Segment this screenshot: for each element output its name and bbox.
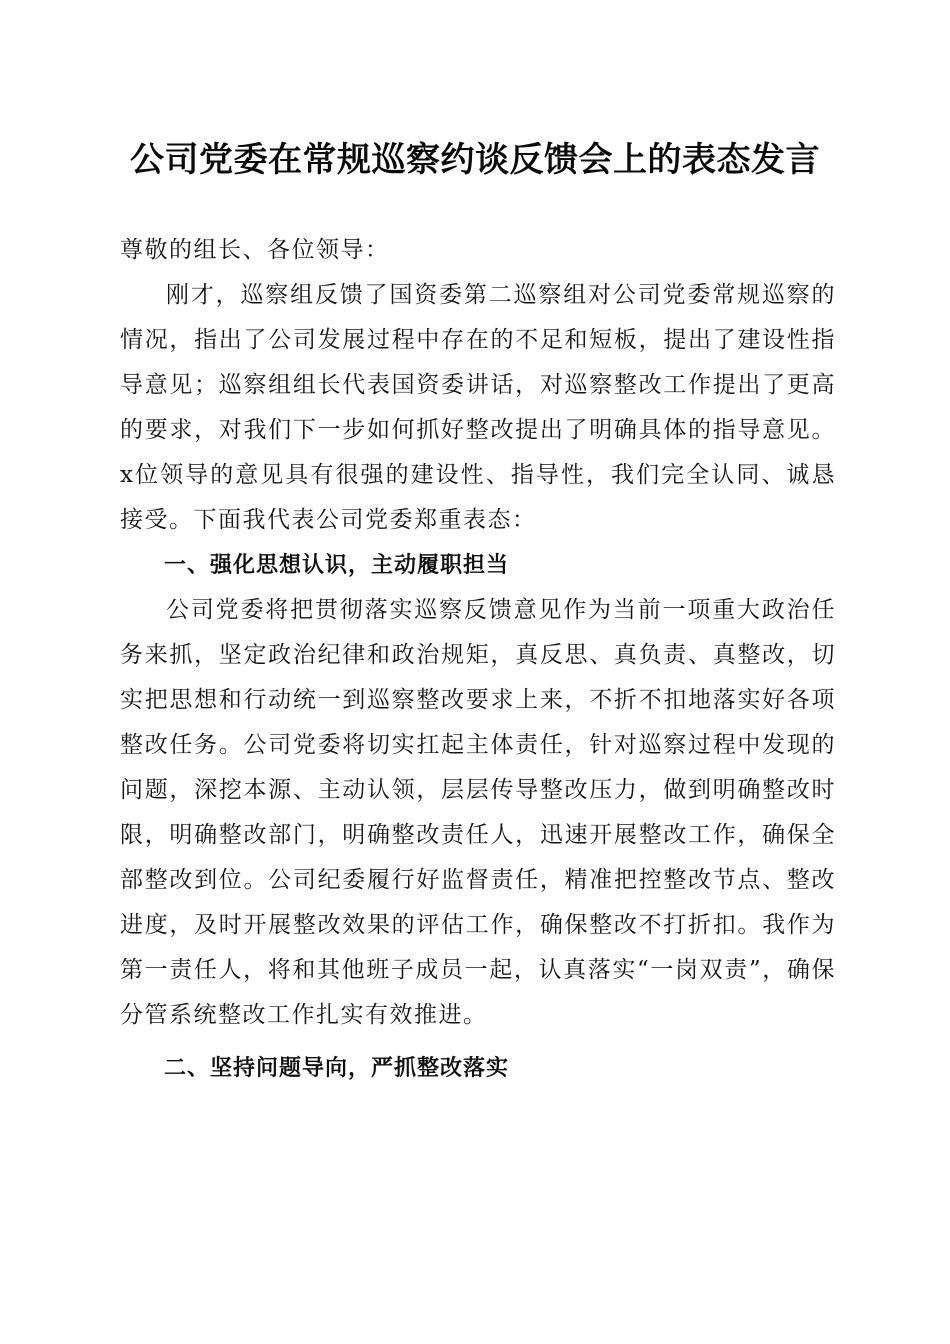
document-title: 公司党委在常规巡察约谈反馈会上的表态发言 xyxy=(130,140,820,180)
section-heading-1: 一、强化思想认识，主动履职担当 xyxy=(164,553,510,578)
section-heading-2: 二、坚持问题导向，严抓整改落实 xyxy=(164,1056,510,1081)
section-paragraph-1: 公司党委将把贯彻落实巡察反馈意见作为当前一项重大政治任务来抓，坚定政治纪律和政治规矩，真反思、真负责、真整改，切实把思想和行动统一到巡察整改要求上来，不折不扣地落实好各项整改任务。公司党委将切实扛起主体责任，针对巡察过程中发现的问题，深挖本源、主动认领，层层传导整改压力，做到明确整改时限，明确整改部门，明确整改责任人，迅速开展整改工作，确保全部整改到位。公司纪委履行好监督责任，精准把控整改节点、整改进度，及时开展整改效果的评估工作，确保整改不打折扣。我作为第一责任人，将和其他班子成员一起，认真落实“一岗双责”，确保分管系统整改工作扎实有效推进。 xyxy=(120,597,836,1028)
intro-paragraph: 刚才，巡察组反馈了国资委第二巡察组对公司党委常规巡察的情况，指出了公司发展过程中存在的不足和短板，提出了建设性指导意见；巡察组组长代表国资委讲话，对巡察整改工作提出了更高的要求，对我们下一步如何抓好整改提出了明确具体的指导意见。x位领导的意见具有很强的建设性、指导性，我们完全认同、诚恳接受。下面我代表公司党委郑重表态： xyxy=(120,282,836,533)
document-body xyxy=(120,228,836,1091)
salutation: 尊敬的组长、各位领导： xyxy=(120,237,390,263)
